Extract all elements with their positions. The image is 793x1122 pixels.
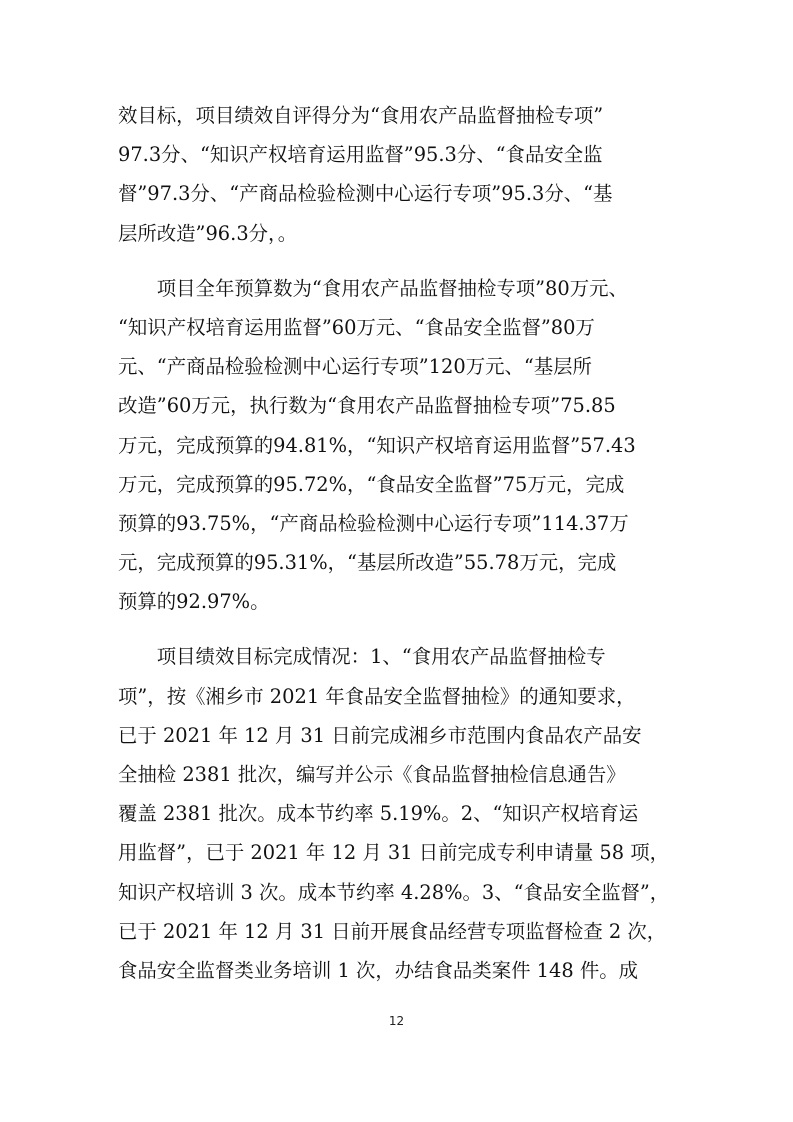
body-text [118,96,680,990]
text-line: 覆盖 2381 批次。成本节约率 5.19%。2、“知识产权培育运 [118,802,639,826]
paragraph-spacer [118,621,680,637]
page-number: 12 [388,1014,405,1028]
text-line: 项目全年预算数为“食用农产品监督抽检专项”80万元、 [118,276,628,300]
text-line: 预算的93.75%，“产商品检验检测中心运行专项”114.37万 [118,511,629,535]
text-line: 97.3分、“知识产权培育运用监督”95.3分、“食品安全监 [118,143,603,167]
text-line: 万元，完成预算的94.81%，“知识产权培育运用监督”57.43 [118,433,636,457]
text-line: 预算的92.97%。 [118,590,270,614]
paragraph-spacer [118,253,680,269]
text-line: 已于 2021 年 12 月 31 日前完成湘乡市范围内食品农产品安 [118,723,642,747]
paragraph-3 [118,637,680,990]
text-line: 层所改造”96.3分，。 [118,221,298,245]
text-line: 已于 2021 年 12 月 31 日前开展食品经营专项监督检查 2 次， [118,919,667,943]
text-line: “知识产权培育运用监督”60万元、“食品安全监督”80万 [118,315,595,339]
text-line: 食品安全监督类业务培训 1 次，办结食品类案件 148 件。成 [118,958,638,982]
text-line: 知识产权培训 3 次。成本节约率 4.28%。3、“食品安全监督”， [118,880,670,904]
paragraph-2 [118,269,680,622]
text-line: 效目标，项目绩效自评得分为“食用农产品监督抽检专项” [118,104,604,127]
text-line: 督”97.3分、“产商品检验检测中心运行专项”95.3分、“基 [118,182,613,206]
text-line: 元、“产商品检验检测中心运行专项”120万元、“基层所 [118,355,592,379]
text-line: 全抽检 2381 批次，编写并公示《食品监督抽检信息通告》 [118,763,626,786]
text-line: 改造”60万元，执行数为“食用农产品监督抽检专项”75.85 [118,394,616,418]
text-line: 用监督”，已于 2021 年 12 月 31 日前完成专利申请量 58 项， [118,841,670,865]
text-line: 项”，按《湘乡市 2021 年食品安全监督抽检》的通知要求， [118,684,636,708]
text-line: 万元，完成预算的95.72%，“食品安全监督”75万元，完成 [118,472,625,496]
paragraph-1 [118,96,680,253]
text-line: 项目绩效目标完成情况：1、“食用农产品监督抽检专 [118,645,606,669]
text-line: 元，完成预算的95.31%，“基层所改造”55.78万元，完成 [118,551,617,575]
